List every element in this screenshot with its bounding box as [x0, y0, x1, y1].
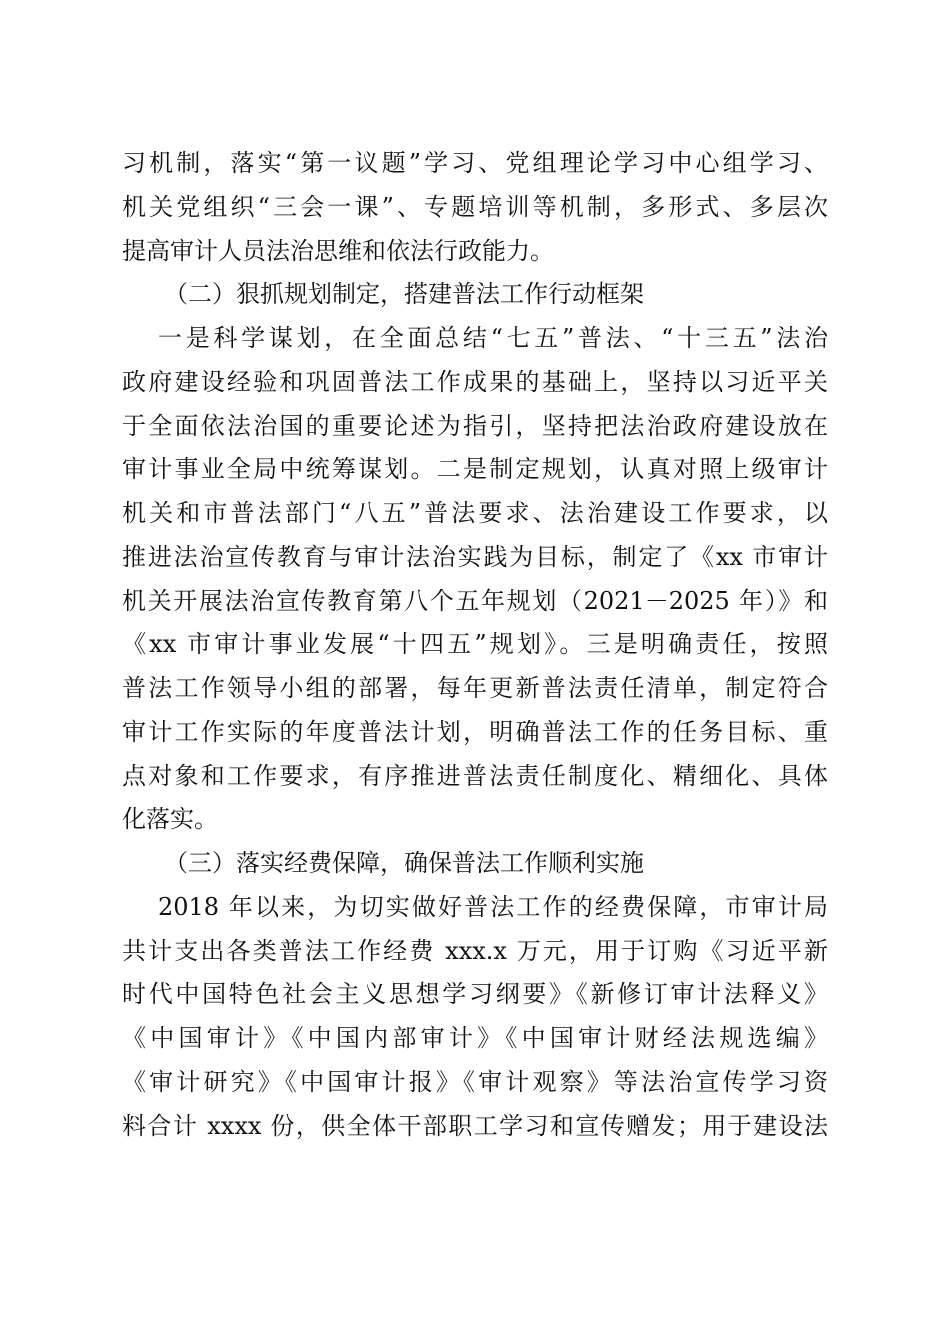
text-line: 《审计研究》《中国审计报》《审计观察》等法治宣传学习资 — [122, 1067, 828, 1096]
text-line: 2018 年以来，为切实做好普法工作的经费保障，市审计局 — [158, 892, 828, 921]
text-line: 机关开展法治宣传教育第八个五年规划（2021－2025 年）》和 — [122, 586, 828, 615]
text-line: 推进法治宣传教育与审计法治实践为目标，制定了《xx 市审计 — [122, 542, 828, 571]
text-line: 机关党组织“三会一课”、专题培训等机制，多形式、多层次 — [122, 192, 828, 221]
text-line: 政府建设经验和巩固普法工作成果的基础上，坚持以习近平关 — [122, 367, 828, 396]
text-line: 审计工作实际的年度普法计划，明确普法工作的任务目标、重 — [122, 717, 828, 746]
text-line: 习机制，落实“第一议题”学习、党组理论学习中心组学习、 — [122, 149, 828, 177]
section-heading: （二）狠抓规划制定，搭建普法工作行动框架 — [164, 280, 644, 309]
document-body — [122, 142, 828, 1148]
text-line: 普法工作领导小组的部署，每年更新普法责任清单，制定符合 — [122, 674, 828, 702]
section-heading: （三）落实经费保障，确保普法工作顺利实施 — [164, 849, 644, 877]
text-line: 点对象和工作要求，有序推进普法责任制度化、精细化、具体 — [122, 761, 828, 790]
text-line: 共计支出各类普法工作经费 xxx.x 万元，用于订购《习近平新 — [122, 936, 828, 965]
text-line: 料合计 xxxx 份，供全体干部职工学习和宣传赠发；用于建设法 — [122, 1111, 828, 1140]
text-line: 提高审计人员法治思维和依法行政能力。 — [122, 236, 554, 265]
text-line: 机关和市普法部门“八五”普法要求、法治建设工作要求，以 — [122, 499, 828, 527]
text-line: 《中国审计》《中国内部审计》《中国审计财经法规选编》 — [122, 1024, 828, 1052]
text-line: 于全面依法治国的重要论述为指引，坚持把法治政府建设放在 — [122, 411, 828, 440]
text-line: 审计事业全局中统筹谋划。二是制定规划，认真对照上级审计 — [122, 455, 828, 484]
text-line: 《xx 市审计事业发展“十四五”规划》。三是明确责任，按照 — [122, 630, 828, 659]
text-line: 化落实。 — [122, 805, 218, 834]
text-line: 一是科学谋划，在全面总结“七五”普法、“十三五”法治 — [158, 324, 828, 352]
text-line: 时代中国特色社会主义思想学习纲要》《新修订审计法释义》 — [122, 980, 828, 1009]
